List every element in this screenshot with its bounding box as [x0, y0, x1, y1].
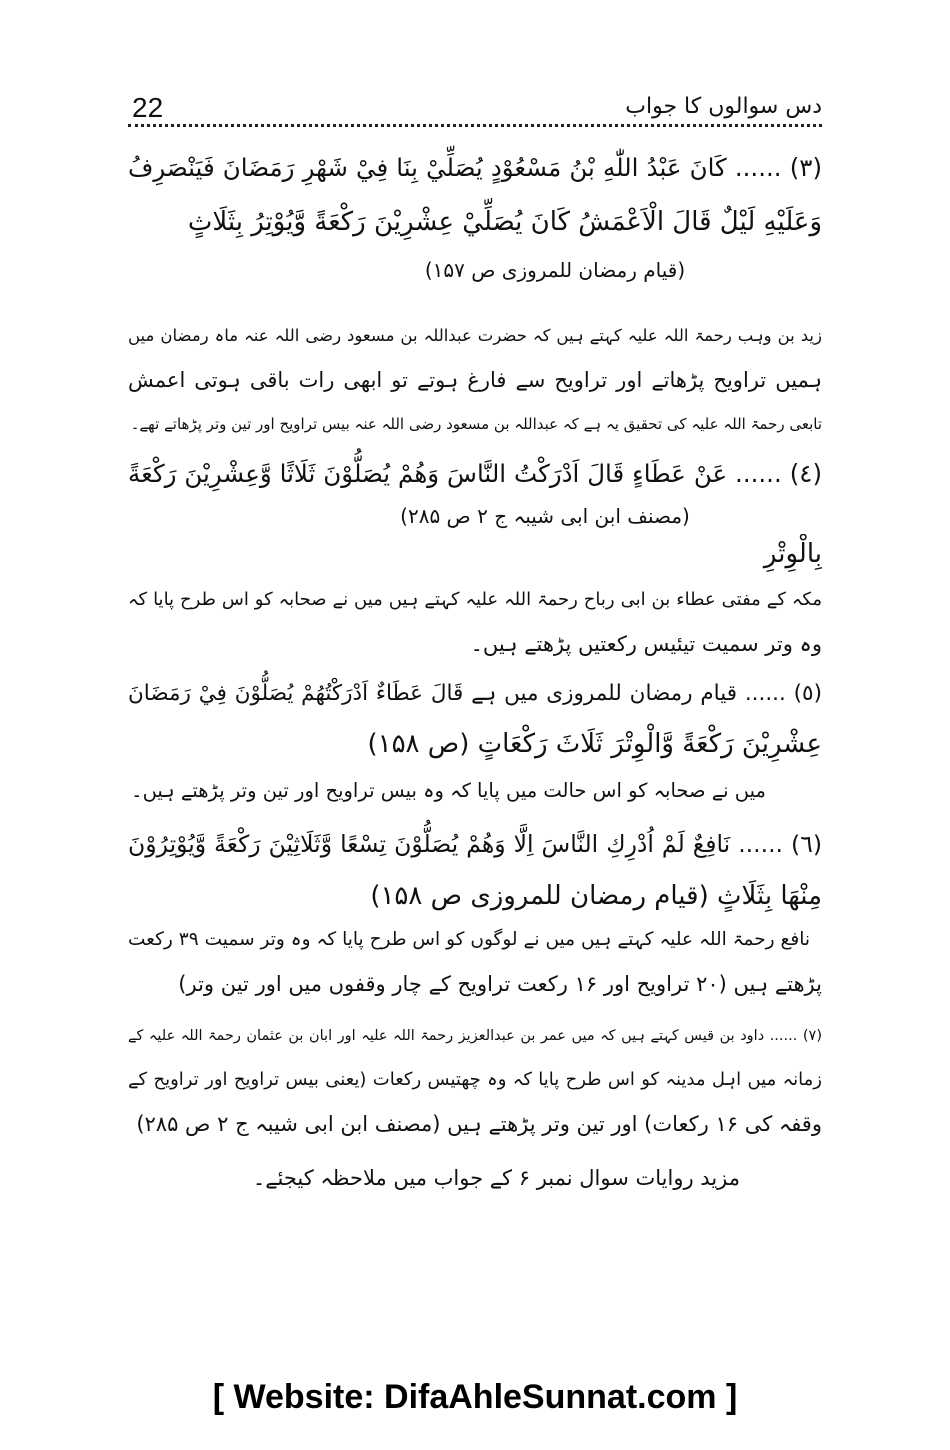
hadith-3-reference: (قیام رمضان للمروزی ص ۱۵۷) — [424, 258, 686, 282]
header-divider — [128, 124, 822, 127]
hadith-4-translation-line-1: مکہ کے مفتی عطاء بن ابی رباح رحمۃ اللہ علیہ کہتے ہیں میں نے صحابہ کو اس طرح پایا کہ — [128, 589, 822, 610]
running-title: دس سوالوں کا جواب — [625, 94, 822, 119]
page-number: 22 — [132, 92, 164, 123]
closing-note: مزید روایات سوال نمبر ۶ کے جواب میں ملاحظہ کیجئے۔ — [252, 1166, 740, 1190]
hadith-4-arabic-line-1: (٤) ...... عَنْ عَطَاءٍ قَالَ اَدْرَكْتُ النَّاسَ وَهُمْ يُصَلُّوْنَ ثَلَاثًا وَّعِشْرِيْنَ رَكْعَةً — [128, 459, 822, 488]
hadith-4-arabic-line-2: بِالْوِتْرِ — [763, 539, 822, 569]
hadith-3-arabic-line-1: (٣) ...... كَانَ عَبْدُ اللّٰهِ بْنُ مَسْعُوْدٍ يُصَلِّيْ بِنَا فِيْ شَهْرِ رَمَضَانَ فَيَنْصَرِفُ — [128, 153, 822, 182]
hadith-3-translation-line-2: ہمیں تراویح پڑھاتے اور تراویح سے فارغ ہوتے تو ابھی رات باقی ہوتی اعمش — [128, 368, 822, 392]
hadith-6-arabic-line-2: مِنْهَا بِثَلَاثٍ (قیام رمضان للمروزی ص ۱۵۸) — [370, 881, 822, 911]
hadith-4-translation-line-2: وہ وتر سمیت تیئیس رکعتیں پڑھتے ہیں۔ — [470, 632, 822, 656]
hadith-5-line-1: (٥) ...... قیام رمضان للمروزی میں ہے قَالَ عَطَاءٌ اَدْرَكْتُهُمْ يُصَلُّوْنَ فِيْ رَمَضَانَ — [128, 681, 822, 706]
hadith-3-arabic-line-2: وَعَلَيْهِ لَيْلٌ قَالَ الْاَعْمَشُ كَانَ يُصَلِّيْ عِشْرِيْنَ رَكْعَةً وَّيُوْتِرُ بِثَلَاثٍ — [187, 207, 822, 237]
hadith-3-translation-line-3: تابعی رحمۃ اللہ علیہ کی تحقیق یہ ہے کہ عبداللہ بن مسعود رضی اللہ عنہ بیس تراویح اور تین وتر پڑھاتے تھے۔ — [130, 415, 822, 433]
hadith-6-arabic-line-1: (٦) ...... نَافِعٌ لَمْ اُدْرِكِ النَّاسَ اِلَّا وَهُمْ يُصَلُّوْنَ تِسْعًا وَّثَلَاثِيْنَ رَكْعَةً وَّيُوْتِرُوْنَ — [128, 830, 822, 858]
hadith-7-line-1: (٧) ...... داود بن قیس کہتے ہیں کہ میں عمر بن عبدالعزیز رحمۃ اللہ علیہ اور ابان بن عثمان رحمۃ اللہ علیہ کے — [128, 1028, 822, 1044]
hadith-7-line-2: زمانہ میں اہل مدینہ کو اس طرح پایا کہ وہ چھتیس رکعات (یعنی بیس تراویح اور تراویح کے — [128, 1069, 822, 1090]
hadith-7-line-3: وقفہ کی ۱۶ رکعات) اور تین وتر پڑھتے ہیں (مصنف ابن ابی شیبہ ج ۲ ص ۲۸۵) — [136, 1112, 822, 1136]
hadith-6-translation-line-2: پڑھتے ہیں (۲۰ تراویح اور ۱۶ رکعت تراویح کے چار وقفوں میں اور تین وتر) — [178, 972, 822, 996]
hadith-6-translation-line-1: نافع رحمۃ اللہ علیہ کہتے ہیں میں نے لوگوں کو اس طرح پایا کہ وہ وتر سمیت ۳۹ رکعت — [128, 929, 811, 950]
hadith-4-reference: (مصنف ابن ابی شیبہ ج ۲ ص ۲۸۵) — [400, 504, 690, 528]
page-header — [128, 92, 822, 122]
hadith-5-line-2: عِشْرِيْنَ رَكْعَةً وَّالْوِتْرَ ثَلَاثَ رَكْعَاتٍ (ص ۱۵۸) — [367, 729, 822, 759]
hadith-5-translation: میں نے صحابہ کو اس حالت میں پایا کہ وہ بیس تراویح اور تین وتر پڑھتے ہیں۔ — [131, 779, 766, 802]
page-body — [128, 140, 822, 1200]
website-footer: [ Website: DifaAhleSunnat.com ] — [212, 1378, 738, 1416]
hadith-3-translation-line-1: زید بن وہب رحمۃ اللہ علیہ کہتے ہیں کہ حضرت عبداللہ بن مسعود رضی اللہ عنہ ماہ رمضان میں — [128, 326, 822, 345]
